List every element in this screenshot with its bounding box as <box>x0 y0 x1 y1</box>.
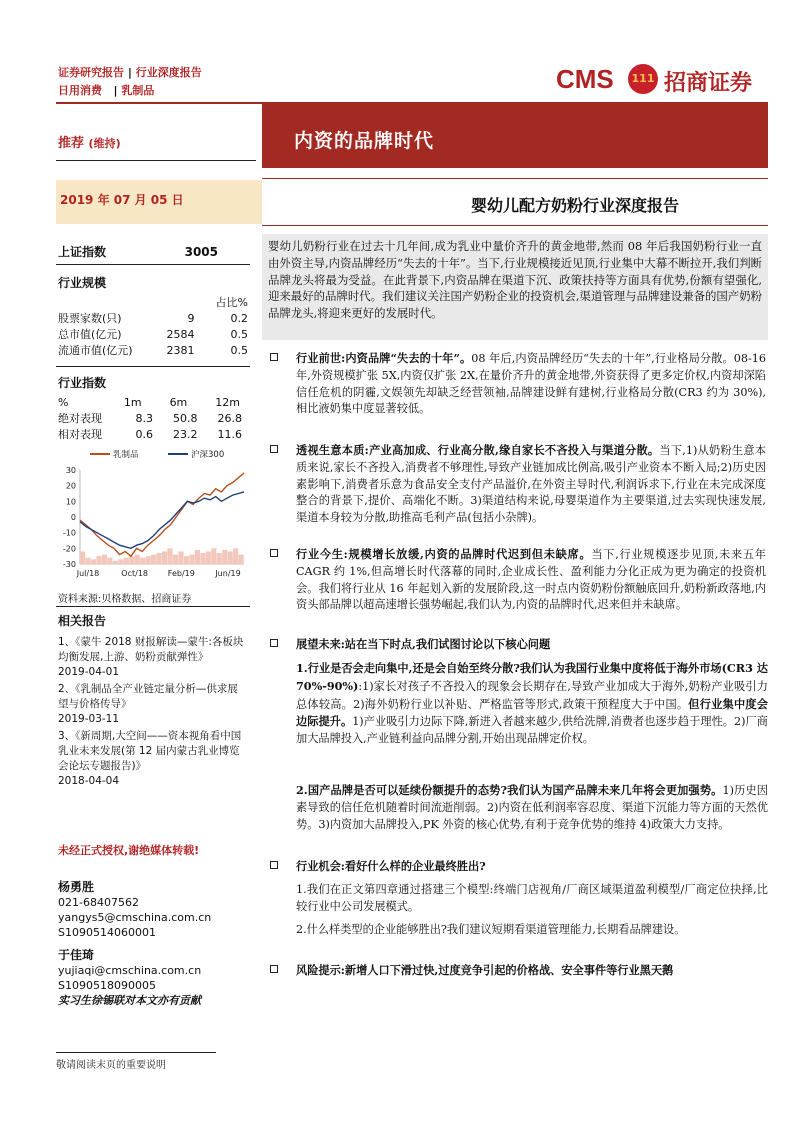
bullet-icon <box>270 445 278 453</box>
question-1 <box>296 660 768 748</box>
col-6m: 6m <box>169 396 188 409</box>
bar <box>222 550 227 564</box>
y-tick-label: -20 <box>62 544 76 554</box>
industry-scale <box>58 274 248 359</box>
risk <box>270 962 766 980</box>
bar <box>206 551 211 564</box>
bar <box>162 551 167 564</box>
bar <box>80 551 85 564</box>
bar <box>135 555 140 564</box>
report-subtype: 行业深度报告 <box>135 66 202 79</box>
divider <box>56 366 250 367</box>
bullet-title: 行业前世:内资品牌“失去的十年”。 <box>296 351 472 365</box>
bar <box>107 558 112 564</box>
divider <box>56 264 250 265</box>
bar <box>102 555 107 564</box>
bar <box>167 548 172 564</box>
divider <box>56 606 250 607</box>
bullet-3 <box>270 546 766 614</box>
bullet-icon <box>270 549 278 557</box>
report-subtitle: 婴幼儿配方奶粉行业深度报告 <box>262 178 768 226</box>
v-1m: 8.3 <box>135 412 153 425</box>
scale-v2: 0.5 <box>230 328 248 341</box>
title-banner: 内资的品牌时代 <box>262 104 768 168</box>
related-heading: 相关报告 <box>58 614 107 628</box>
y-tick-label: 20 <box>65 481 76 491</box>
index-row <box>58 244 248 260</box>
scale-v2: 0.5 <box>230 344 248 357</box>
related-date: 2019-03-11 <box>58 713 120 725</box>
bullet-title: 行业机会:看好什么样的企业最终胜出? <box>296 859 486 873</box>
col-1m: 1m <box>123 396 142 409</box>
question-3: 1.我们在正文第四章通过搭建三个模型:终端门店视角/厂商区域渠道盈利模型/厂商定位抉择,比较行业中公司发展模式。 <box>296 883 768 913</box>
scale-name: 总市值(亿元) <box>58 328 122 341</box>
q-title: 1.行业是否会走向集中,还是会自始至终分散?我们认为我国行业集中度将低于海外市场(CR3 达 70%-90%) <box>296 661 768 693</box>
related-text[interactable]: 3、《新周期,大空间——资本视角看中国乳业未来发展(第 12 届内蒙古乳业博览会论坛专题报告)》 <box>58 730 242 772</box>
bullet-text: 08 年后,内资品牌经历“失去的十年”,行业格局分散。08-16 年,外资规模扩张 5X,内资仅扩张 2X,在量价齐升的黄金地带,外资获得了更多定价权,内资却深陷信任危机的阴霾,文娱领先却缺乏经营领袖,品牌建设鲜有建树,行业格局分散(CR3 约为 30%),相比液奶集中度显著较低。 <box>296 352 766 416</box>
index-value: 3005 <box>184 245 218 259</box>
report-type: 证券研究报告 <box>58 66 124 79</box>
bar <box>239 555 244 564</box>
bar <box>195 550 200 564</box>
bar <box>178 551 183 564</box>
rating <box>58 132 121 151</box>
related-text[interactable]: 2、《乳制品全产业链定量分析—供求展望与价格传导》 <box>58 683 238 710</box>
scale-name: 股票家数(只) <box>58 312 122 325</box>
scale-row <box>58 311 248 327</box>
bullet-5 <box>270 858 766 876</box>
industry-index-heading: 行业指数 <box>58 376 107 390</box>
y-tick-label: -30 <box>62 560 76 569</box>
analyst-id: S1090514060001 <box>58 926 156 939</box>
footer-line <box>56 1052 216 1053</box>
unit: % <box>58 396 69 409</box>
index-row <box>58 411 248 427</box>
bullet-title: 展望未来:站在当下时点,我们试图讨论以下核心问题 <box>296 637 551 651</box>
related-item[interactable] <box>58 729 248 789</box>
scale-v1: 9 <box>187 312 195 325</box>
sector: 日用消费 <box>58 84 102 97</box>
bar <box>85 558 90 564</box>
related-date: 2018-04-04 <box>58 775 120 787</box>
index-row-name: 绝对表现 <box>58 412 102 425</box>
y-tick-label: 30 <box>65 466 76 475</box>
bullet-2 <box>270 442 766 527</box>
logo-cn: 招商证券 <box>664 71 753 96</box>
x-tick-label: Oct/18 <box>121 569 149 578</box>
bullet-text: 当下,行业规模逐步见顶,未来五年 CAGR 约 1%,但高增长时代落幕的同时,企业成长性、盈利能力分化正成为更为确定的投资机会。我们将行业从 16 年起划入新的发展阶段,这一时点内资奶粉份额触底回升,奶粉新政落地,内资头部品牌以超高速增长强势崛起,我们认为,内资的品牌时代,迟来但并未缺席。 <box>296 548 766 612</box>
logo-text: CMS <box>556 64 614 94</box>
v-1m: 0.6 <box>135 428 153 441</box>
bar <box>200 553 205 564</box>
question-4: 2.什么样类型的企业能够胜出?我们建议短期看渠道管理能力,长期看品牌建设。 <box>296 923 686 936</box>
y-tick-label: 0 <box>70 513 76 522</box>
legend-label: 沪深300 <box>191 450 225 460</box>
bullet-1 <box>270 350 766 418</box>
logo-badge: 111 <box>628 64 658 94</box>
bullet-4 <box>270 636 766 654</box>
index-row-name: 相对表现 <box>58 428 102 441</box>
share-col-header: 占比% <box>215 296 248 309</box>
header-links <box>58 64 202 100</box>
index-row <box>58 427 248 443</box>
bar <box>140 558 145 564</box>
bullet-icon <box>270 861 278 869</box>
scale-v2: 0.2 <box>230 312 248 325</box>
industry-scale-heading: 行业规模 <box>58 276 107 290</box>
bullet-text: 当下,1)从奶粉生意本质来说,家长不吝投入,消费者不够理性,导致产业链加成比例高,吸引产业资本不断入局;2)历史因素影响下,消费者乐意为食品安全支付产品溢价,在外资主导时代,利润诉求下,行业在未完成深度整合的背景下,提价、高端化不断。3)渠道结构来说,母婴渠道作为主要渠道,过去实现快速发展,渠道本身较为分散,助推高毛利产品(包括小杂牌)。 <box>296 444 767 525</box>
scale-v1: 2584 <box>166 328 195 341</box>
performance-chart <box>56 444 250 584</box>
bar <box>228 551 233 564</box>
x-tick-label: Jul/18 <box>76 569 100 578</box>
series-line <box>80 492 244 548</box>
scale-name: 流通市值(亿元) <box>58 344 133 357</box>
no-reprint-warning: 未经正式授权,谢绝媒体转载! <box>58 844 200 857</box>
bar <box>113 561 118 564</box>
bullet-icon <box>270 965 278 973</box>
bar <box>96 556 101 564</box>
question-2 <box>296 782 768 833</box>
q-text: 1)产业吸引力边际下降,新进入者越来越少,供给洗牌,消费者也逐步趋于理性。2)厂商加大品牌投入,产业链利益向品牌分割,开始出现品牌定价权。 <box>296 715 768 746</box>
bar <box>151 555 156 564</box>
bullet-title: 行业今生:规模增长放缓,内资的品牌时代迟到但未缺席。 <box>296 547 592 561</box>
bar <box>157 553 162 564</box>
industry-index <box>58 374 248 443</box>
v-12m: 11.6 <box>217 428 242 441</box>
bar <box>118 559 123 564</box>
rating-rule <box>56 160 256 161</box>
summary: 婴幼儿奶粉行业在过去十几年间,成为乳业中量价齐升的黄金地带,然而 08 年后我国奶粉行业一直由外资主导,内资品牌经历“失去的十年”。当下,行业规模接近见顶,行业集中大幕不断拉开,我们判断品牌龙头将最为受益。在此背景下,内资品牌在渠道下沉、政策扶持等方面具有优势,份额有望强化,迎来最好的品牌时代。我们建议关注国产奶粉企业的投资机会,渠道管理与品牌建设兼备的国产奶粉品牌龙头,将迎来更好的发展时代。 <box>262 234 768 340</box>
rating-note: (维持) <box>88 137 121 150</box>
bullet-icon <box>270 639 278 647</box>
bar <box>129 556 134 564</box>
related-date: 2019-04-01 <box>58 666 120 678</box>
analyst-name: 于佳琦 <box>58 948 95 962</box>
col-12m: 12m <box>215 396 240 409</box>
footer-note: 敬请阅读末页的重要说明 <box>56 1060 166 1071</box>
risk-text: 风险提示:新增人口下滑过快,过度竞争引起的价格战、安全事件等行业黑天鹅 <box>296 963 674 977</box>
bar <box>217 553 222 564</box>
separator: | <box>113 84 118 97</box>
bar <box>173 555 178 564</box>
analyst-email[interactable]: yujiaqi@cmschina.com.cn <box>58 964 202 977</box>
related-reports <box>58 612 248 789</box>
rating-label: 推荐 <box>58 136 85 151</box>
related-text[interactable]: 1、《蒙牛 2018 财报解读—蒙牛:各板块均衡发展,上游、奶粉贡献弹性》 <box>58 636 244 663</box>
subsector: 乳制品 <box>121 84 155 97</box>
q-text: 1)历史因素导致的信任危机随着时间流逝削弱。2)内资在低利润率容忍度、渠道下沉能力等方面的天然优势。3)内资加大品牌投入,PK 外资的核心优势,有利于竞争优势的维持 4)政策大力支持。 <box>296 784 768 831</box>
v-6m: 50.8 <box>173 412 198 425</box>
scale-row <box>58 343 248 359</box>
cms-logo <box>556 60 766 100</box>
bar <box>146 556 151 564</box>
index-label: 上证指数 <box>58 245 107 259</box>
scale-v1: 2381 <box>166 344 195 357</box>
bar <box>233 548 238 564</box>
x-tick-label: Feb/19 <box>167 569 195 578</box>
v-12m: 26.8 <box>217 412 242 425</box>
scale-row <box>58 327 248 343</box>
analyst-id: S1090518090005 <box>58 979 156 992</box>
q-title: 但行业集中度会边际提升。 <box>296 696 768 729</box>
source-note: 资料来源:贝格数据、招商证券 <box>58 594 192 605</box>
related-item[interactable] <box>58 682 248 727</box>
bullet-icon <box>270 353 278 361</box>
bar <box>189 555 194 564</box>
bar <box>124 558 129 564</box>
bar <box>91 559 96 564</box>
analyst-name: 杨勇胜 <box>58 880 95 894</box>
bar <box>211 548 216 564</box>
intern-note: 实习生徐锡联对本文亦有贡献 <box>58 994 201 1007</box>
chart-svg <box>56 444 250 584</box>
analyst-phone: 021-68407562 <box>58 896 139 909</box>
q-title: 2.国产品牌是否可以延续份额提升的态势?我们认为国产品牌未来几年将会更加强势。 <box>296 783 723 797</box>
analysts <box>58 880 248 1008</box>
y-tick-label: 10 <box>65 497 76 507</box>
x-tick-label: Jun/19 <box>215 569 241 578</box>
analyst-email[interactable]: yangys5@cmschina.com.cn <box>58 911 212 924</box>
related-item[interactable] <box>58 635 248 680</box>
bar <box>184 556 189 564</box>
bullet-title: 透视生意本质:产业高加成、行业高分散,缘自家长不吝投入与渠道分散。 <box>296 443 660 457</box>
report-date: 2019 年 07 月 05 日 <box>60 193 184 207</box>
separator: | <box>127 66 132 79</box>
series-line <box>80 473 244 556</box>
q-text: :1)家长对孩子不吝投入的现象会长期存在,导致产业加成大于海外,奶粉产业吸引力总体较高。2)海外奶粉行业以补贴、严格监管等形式,政策干预程度大于中国。 <box>296 679 768 711</box>
v-6m: 23.2 <box>173 428 198 441</box>
y-tick-label: -10 <box>62 528 76 538</box>
legend-label: 乳制品 <box>113 450 139 460</box>
